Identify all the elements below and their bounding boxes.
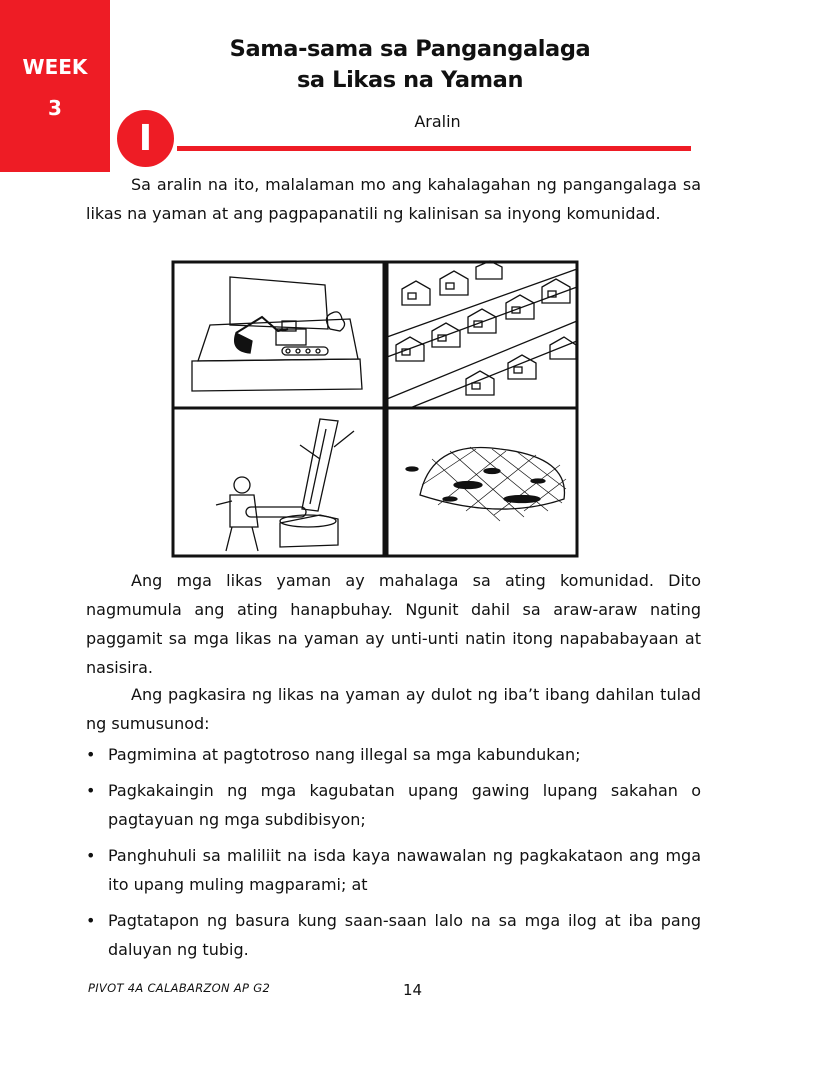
page-number: 14 bbox=[403, 981, 423, 999]
list-item bbox=[86, 776, 701, 834]
title-line-1: Sama-sama sa Pangangalaga bbox=[229, 36, 591, 62]
list-item-text: Panghuhuli sa maliliit na isda kaya nawawalan ng pagkakataon ang mga ito upang muling magparami; at bbox=[108, 846, 701, 894]
fishing-net-panel bbox=[387, 408, 577, 556]
importance-paragraph: Ang mga likas yaman ay mahalaga sa ating komunidad. Dito nagmumula ang ating hanapbuhay. Ngunit dahil sa araw-araw nating paggamit sa mga likas na yaman ay unti-unti natin itong napababayaan at nasisira. bbox=[86, 571, 701, 677]
causes-paragraph: Ang pagkasira ng likas na yaman ay dulot ng iba’t ibang dahilan tulad ng sumusunod: bbox=[86, 685, 701, 733]
bullet-icon: • bbox=[86, 781, 96, 800]
week-number: 3 bbox=[48, 96, 62, 120]
list-item-text: Pagtatapon ng basura kung saan-saan lalo na sa mga ilog at iba pang daluyan ng tubig. bbox=[108, 911, 701, 959]
section-rule bbox=[177, 146, 691, 151]
mining-panel bbox=[173, 262, 384, 408]
list-item bbox=[86, 906, 701, 964]
page-title bbox=[170, 34, 650, 96]
list-item-text: Pagkakaingin ng mga kagubatan upang gawing lupang sakahan o pagtayuan ng mga subdibisyon; bbox=[108, 781, 701, 829]
bullet-icon: • bbox=[86, 745, 96, 764]
subdivision-panel bbox=[387, 261, 577, 408]
list-item-text: Pagmimina at pagtotroso nang illegal sa mga kabundukan; bbox=[108, 745, 581, 764]
list-item bbox=[86, 740, 701, 769]
bullet-icon: • bbox=[86, 911, 96, 930]
causes-list bbox=[86, 740, 701, 971]
section-name: Aralin bbox=[414, 112, 461, 131]
logging-panel bbox=[173, 408, 384, 556]
bullet-icon: • bbox=[86, 846, 96, 865]
week-badge bbox=[0, 0, 110, 172]
intro-paragraph: Sa aralin na ito, malalaman mo ang kahalagahan ng pangangalaga sa likas na yaman at ang pagpapanatili ng kalinisan sa inyong komunidad. bbox=[86, 175, 701, 223]
natural-resources-illustration bbox=[170, 259, 580, 559]
footer-source: PIVOT 4A CALABARZON AP G2 bbox=[88, 981, 271, 995]
list-item bbox=[86, 841, 701, 899]
week-label: WEEK bbox=[22, 55, 88, 79]
title-line-2: sa Likas na Yaman bbox=[296, 67, 524, 93]
section-letter-badge: I bbox=[117, 110, 174, 167]
